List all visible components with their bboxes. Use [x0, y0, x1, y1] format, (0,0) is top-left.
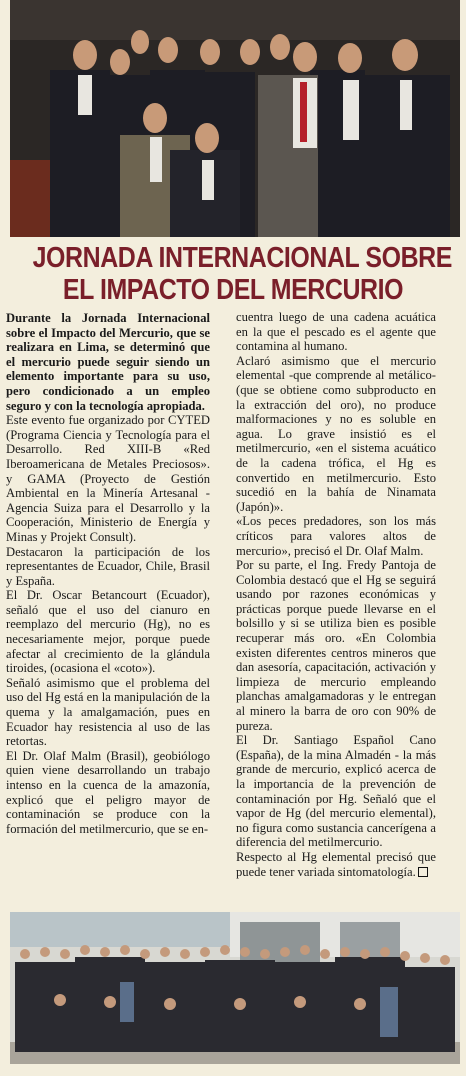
end-of-article-square-icon [418, 867, 428, 877]
paragraph-final [236, 850, 436, 879]
paragraph: Señaló asimismo que el problema del uso del Hg está en la manipulación de la quema y la amalgamación, pues en Ecuador hay resistencia al uso de las retortas. [6, 675, 210, 749]
paragraph: cuentra luego de una cadena acuática en la que el pescado es el agente que contamina al humano. [236, 310, 436, 354]
lead-paragraph: Durante la Jornada Internacional sobre el Impacto del Mercurio, que se realizara en Lima, se determinó que el mercurio puede seguir siendo un elemento importante para su uso, pero condicionado a un empleo seguro y con la tecnología apropiada. [6, 311, 210, 413]
article-column-right [236, 310, 436, 879]
headline-line-1: JORNADA INTERNACIONAL SOBRE [32, 242, 452, 274]
paragraph: El Dr. Santiago Español Cano (España), de la mina Almadén - la más grande de mercurio, explicó acerca de la importancia de la prevención de contaminación por Hg. Señaló que el vapor de Hg (del mercurio elemental), no figura como sustancia cancerígena a diferencia del metilmercurio. [236, 733, 436, 850]
group-photo-top [10, 0, 460, 237]
paragraph: El Dr. Oscar Betancourt (Ecuador), señaló que el uso del cianuro en reemplazo del mercurio (Hg), no es necesariamente mejor, porque puede afectar al crecimiento de la glándula tiroides, (ocasiona el «coto»). [6, 588, 210, 676]
headline-line-2: EL IMPACTO DEL MERCURIO [62, 274, 404, 306]
paragraph: Por su parte, el Ing. Fredy Pantoja de Colombia destacó que el Hg se seguirá usando por razones económicas y prácticas porque puede llevarse en el bolsillo y si se utiliza bien es posible recuperar más oro. «En Colombia existen diferentes centros mineros que dan asesoría, capacitación, activación y limpieza de mercurio empleando planchas amalgamadoras y le entregan al minero la barra de oro con 90% de pureza. [236, 558, 436, 733]
group-photo-bottom [10, 912, 460, 1064]
paragraph: Este evento fue organizado por CYTED (Programa Ciencia y Tecnología para el Desarrollo. Red XIII-B «Red Iberoamericana de Metales Preciosos». y GAMA (Proyecto de Gestión Ambiental en la Minería Artesanal - Agencia Suiza para el Desarrollo y la Cooperación, Ministerio de Energía y Minas y Projekt Consult). [6, 413, 210, 544]
final-sentence: Respecto al Hg elemental precisó que puede tener variada sintomatología. [236, 849, 436, 879]
article-column-left [6, 311, 210, 836]
paragraph: El Dr. Olaf Malm (Brasil), geobiólogo quien viene desarrollando un trabajo intenso en la cuenca de la amazonía, explicó que el peligro mayor de contaminación se produce con la formación del metilmercurio, que se en- [6, 748, 210, 836]
paragraph: «Los peces predadores, son los más críticos para valores altos de mercurio», precisó el Dr. Olaf Malm. [236, 514, 436, 558]
paragraph: Destacaron la participación de los representantes de Ecuador, Chile, Brasil y España. [6, 544, 210, 588]
paragraph: Aclaró asimismo que el mercurio elemental -que comprende al metálico- (que se obtiene como subproducto en la extracción del oro), no produce malformaciones y no es soluble en agua. Lo grave insistió es el metilmercurio, «en el sistema acuático de la cadena trófica, el Hg es convertido en metilmercurio. Esto sucedió en la bahía de Ninamata (Japón)». [236, 353, 436, 514]
